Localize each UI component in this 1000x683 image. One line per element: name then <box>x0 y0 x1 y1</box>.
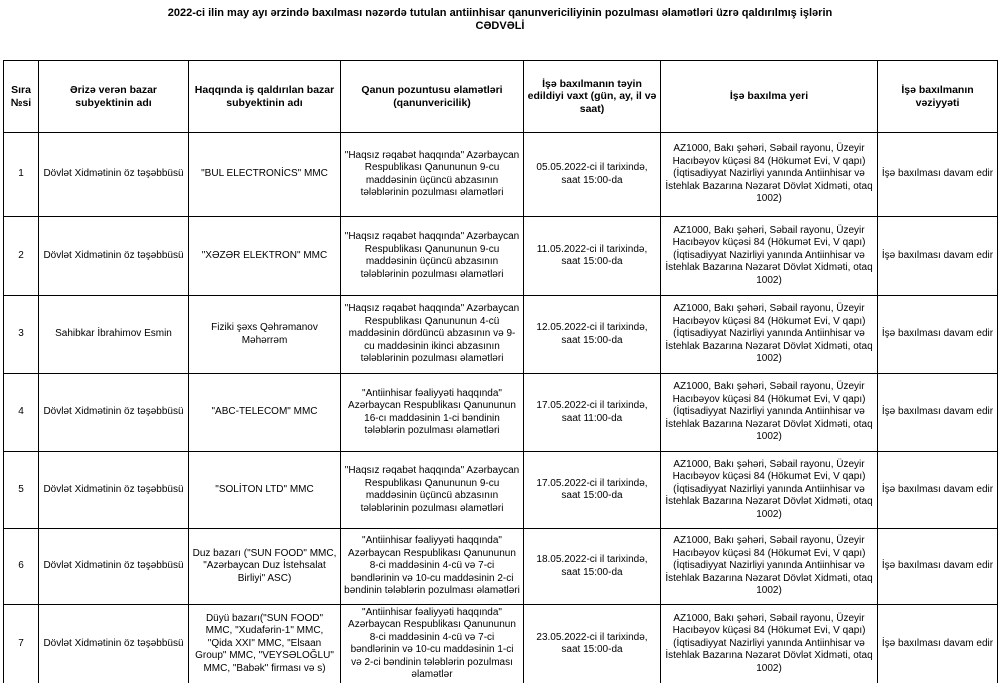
header-row <box>4 61 998 133</box>
cell-violation: "Haqsız rəqabət haqqında" Azərbaycan Respublikası Qanununun 9-cu maddəsinin üçüncü abzasının tələblərinin pozulması əlamətləri <box>341 217 524 296</box>
cell-subject: "SOLİTON LTD" MMC <box>189 452 341 529</box>
cases-table <box>3 60 998 683</box>
header-applicant: Ərizə verən bazar subyektinin adı <box>39 61 189 133</box>
cell-no: 1 <box>4 133 39 217</box>
table-row <box>4 529 998 605</box>
cell-status: İşə baxılması davam edir <box>878 296 998 374</box>
cell-no: 4 <box>4 374 39 452</box>
cell-applicant: Dövlət Xidmətinin öz təşəbbüsü <box>39 529 189 605</box>
cell-no: 5 <box>4 452 39 529</box>
table-row <box>4 296 998 374</box>
header-datetime: İşə baxılmanın təyin edildiyi vaxt (gün, ay, il və saat) <box>524 61 661 133</box>
cell-no: 3 <box>4 296 39 374</box>
header-status: İşə baxılmanın vəziyyəti <box>878 61 998 133</box>
table-row <box>4 217 998 296</box>
cell-venue: AZ1000, Bakı şəhəri, Səbail rayonu, Üzeyir Hacıbəyov küçəsi 84 (Hökumət Evi, V qapı) (İqtisadiyyat Nazirliyi yanında Antiinhisar və İstehlak Bazarına Nəzarət Dövlət Xidməti, otaq 1002) <box>661 133 878 217</box>
cell-applicant: Dövlət Xidmətinin öz təşəbbüsü <box>39 605 189 683</box>
cell-venue: AZ1000, Bakı şəhəri, Səbail rayonu, Üzeyir Hacıbəyov küçəsi 84 (Hökumət Evi, V qapı) (İqtisadiyyat Nazirliyi yanında Antiinhisar və İstehlak Bazarına Nəzarət Dövlət Xidməti, otaq 1002) <box>661 529 878 605</box>
cell-violation: "Haqsız rəqabət haqqında" Azərbaycan Respublikası Qanununun 9-cu maddəsinin üçüncü abzasının tələblərinin pozulması əlamətləri <box>341 452 524 529</box>
cell-applicant: Dövlət Xidmətinin öz təşəbbüsü <box>39 374 189 452</box>
cell-applicant: Dövlət Xidmətinin öz təşəbbüsü <box>39 452 189 529</box>
header-subject: Haqqında iş qaldırılan bazar subyektinin adı <box>189 61 341 133</box>
cell-venue: AZ1000, Bakı şəhəri, Səbail rayonu, Üzeyir Hacıbəyov küçəsi 84 (Hökumət Evi, V qapı) (İqtisadiyyat Nazirliyi yanında Antiinhisar və İstehlak Bazarına Nəzarət Dövlət Xidməti, otaq 1002) <box>661 296 878 374</box>
cell-venue: AZ1000, Bakı şəhəri, Səbail rayonu, Üzeyir Hacıbəyov küçəsi 84 (Hökumət Evi, V qapı) (İqtisadiyyat Nazirliyi yanında Antiinhisar və İstehlak Bazarına Nəzarət Dövlət Xidməti, otaq 1002) <box>661 374 878 452</box>
cell-datetime: 17.05.2022-ci il tarixində, saat 15:00-da <box>524 452 661 529</box>
cell-applicant: Sahibkar İbrahimov Esmin <box>39 296 189 374</box>
header-violation: Qanun pozuntusu əlamətləri (qanunvericilik) <box>341 61 524 133</box>
cell-status: İşə baxılması davam edir <box>878 217 998 296</box>
cell-venue: AZ1000, Bakı şəhəri, Səbail rayonu, Üzeyir Hacıbəyov küçəsi 84 (Hökumət Evi, V qapı) (İqtisadiyyat Nazirliyi yanında Antiinhisar və İstehlak Bazarına Nəzarət Dövlət Xidməti, otaq 1002) <box>661 452 878 529</box>
cell-subject: Fiziki şəxs Qəhrəmanov Məhərrəm <box>189 296 341 374</box>
cell-venue: AZ1000, Bakı şəhəri, Səbail rayonu, Üzeyir Hacıbəyov küçəsi 84 (Hökumət Evi, V qapı) (İqtisadiyyat Nazirliyi yanında Antiinhisar və İstehlak Bazarına Nəzarət Dövlət Xidməti, otaq 1002) <box>661 605 878 683</box>
cell-venue: AZ1000, Bakı şəhəri, Səbail rayonu, Üzeyir Hacıbəyov küçəsi 84 (Hökumət Evi, V qapı) (İqtisadiyyat Nazirliyi yanında Antiinhisar və İstehlak Bazarına Nəzarət Dövlət Xidməti, otaq 1002) <box>661 217 878 296</box>
cell-violation: "Antiinhisar fəaliyyəti haqqında" Azərbaycan Respublikası Qanununun 8-ci maddəsinin 4-cü və 7-ci bəndlərinin və 10-cu maddəsinin 2-ci bəndinin tələblərin pozulması əlamətləri <box>341 529 524 605</box>
title-line2: CƏDVƏLİ <box>475 20 525 32</box>
cell-status: İşə baxılması davam edir <box>878 374 998 452</box>
cell-datetime: 18.05.2022-ci il tarixində, saat 15:00-da <box>524 529 661 605</box>
cell-datetime: 23.05.2022-ci il tarixində, saat 15:00-da <box>524 605 661 683</box>
cell-subject: "XƏZƏR ELEKTRON" MMC <box>189 217 341 296</box>
cell-status: İşə baxılması davam edir <box>878 452 998 529</box>
cell-status: İşə baxılması davam edir <box>878 529 998 605</box>
cell-violation: "Antiinhisar fəaliyyəti haqqında" Azərbaycan Respublikası Qanununun 8-ci maddəsinin 4-cü və 7-ci bəndlərinin və 10-cu maddəsinin 1-ci və 2-ci bəndinin tələblərin pozulması əlamətlər <box>341 605 524 683</box>
table-row <box>4 452 998 529</box>
cell-datetime: 11.05.2022-ci il tarixində, saat 15:00-da <box>524 217 661 296</box>
cell-subject: Duz bazarı ("SUN FOOD" MMC, "Azərbaycan Duz İstehsalat Birliyi" ASC) <box>189 529 341 605</box>
table-row <box>4 374 998 452</box>
title-line1: 2022-ci ilin may ayı ərzində baxılması nəzərdə tutulan antiinhisar qanunvericiliyinin pozulması əlamətləri üzrə qaldırılmış işlərin <box>167 7 833 19</box>
cell-status: İşə baxılması davam edir <box>878 605 998 683</box>
header-sira-no: Sıra №si <box>4 61 39 133</box>
cell-subject: "ABC-TELECOM" MMC <box>189 374 341 452</box>
cell-no: 7 <box>4 605 39 683</box>
cell-datetime: 12.05.2022-ci il tarixində, saat 15:00-da <box>524 296 661 374</box>
table-row <box>4 605 998 683</box>
cell-violation: "Antiinhisar fəaliyyəti haqqında" Azərbaycan Respublikası Qanununun 16-cı maddəsinin 1-ci bəndinin tələblərin pozulması əlamətləri <box>341 374 524 452</box>
cell-violation: "Haqsız rəqabət haqqında" Azərbaycan Respublikası Qanununun 4-cü maddəsinin dördüncü abzasının və 9-cu maddəsinin ikinci abzasının tələblərinin pozulması əlamətləri <box>341 296 524 374</box>
document-title <box>0 0 1000 33</box>
cell-subject: Düyü bazarı("SUN FOOD" MMC, "Xudafərin-1" MMC, "Qida XXI" MMC, "Elsaan Group" MMC, "VEYSƏLOĞLU" MMC, "Babək" firması və s) <box>189 605 341 683</box>
cell-datetime: 05.05.2022-ci il tarixində, saat 15:00-da <box>524 133 661 217</box>
cell-subject: "BUL ELECTRONİCS" MMC <box>189 133 341 217</box>
cell-applicant: Dövlət Xidmətinin öz təşəbbüsü <box>39 217 189 296</box>
cell-datetime: 17.05.2022-ci il tarixində, saat 11:00-da <box>524 374 661 452</box>
header-venue: İşə baxılma yeri <box>661 61 878 133</box>
cell-violation: "Haqsız rəqabət haqqında" Azərbaycan Respublikası Qanununun 9-cu maddəsinin üçüncü abzasının tələblərinin pozulması əlamətləri <box>341 133 524 217</box>
cell-applicant: Dövlət Xidmətinin öz təşəbbüsü <box>39 133 189 217</box>
table-row <box>4 133 998 217</box>
cell-no: 2 <box>4 217 39 296</box>
cell-no: 6 <box>4 529 39 605</box>
cell-status: İşə baxılması davam edir <box>878 133 998 217</box>
